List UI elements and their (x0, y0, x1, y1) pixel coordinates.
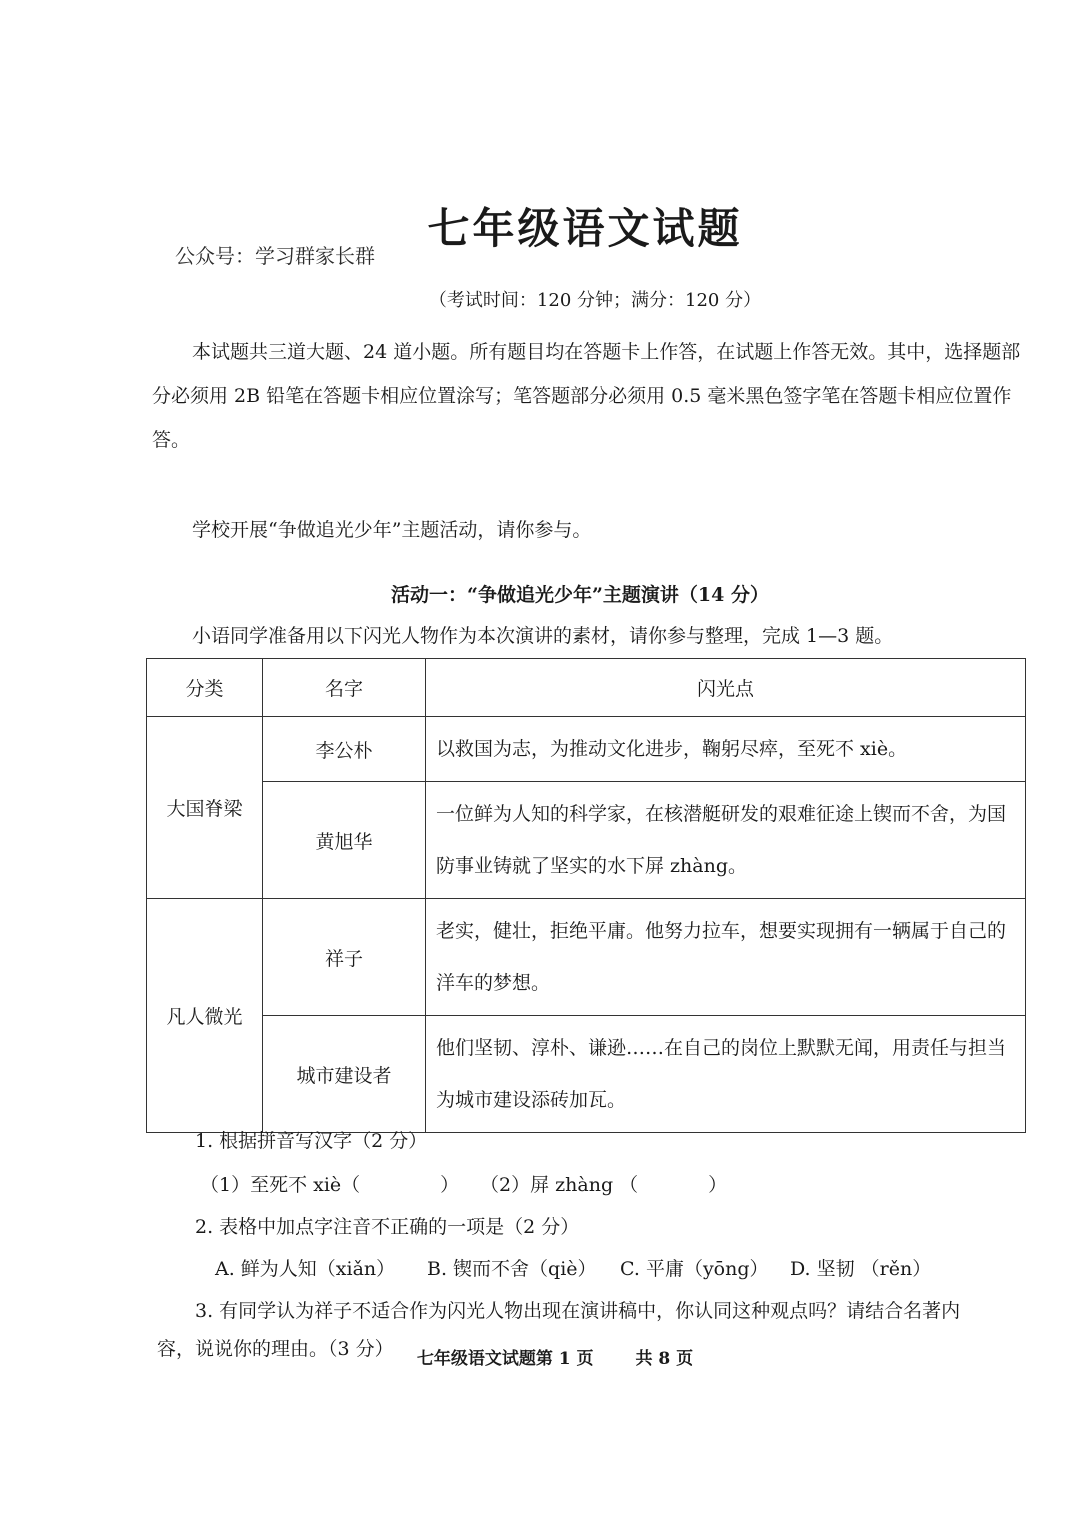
option-a: A. 鲜为人知（xiǎn） (215, 1258, 396, 1280)
name-cell: 祥子 (263, 899, 426, 1016)
table-header-row (147, 659, 1026, 717)
table-row (147, 782, 1026, 899)
q1-a-label: （1）至死不 xiè（ (200, 1174, 361, 1196)
desc-cell: 一位鲜为人知的科学家，在核潜艇研发的艰难征途上锲而不舍，为国防事业铸就了坚实的水下屏 zhàng。 (426, 782, 1026, 899)
table-row (147, 1016, 1026, 1133)
page-footer (0, 1344, 1080, 1369)
name-cell: 城市建设者 (263, 1016, 426, 1133)
question-1-stem: 1. 根据拼音写汉字（2 分） (195, 1130, 428, 1152)
header-name: 名字 (263, 659, 426, 717)
question-1-part-b (480, 1170, 727, 1197)
category-cell: 大国脊梁 (147, 717, 263, 899)
q1-a-close: ） (440, 1174, 460, 1196)
option-b: B. 锲而不舍（qiè） (427, 1258, 597, 1280)
header-category: 分类 (147, 659, 263, 717)
question-1-part-a (200, 1170, 459, 1197)
instructions: 本试题共三道大题、24 道小题。所有题目均在答题卡上作答，在试题上作答无效。其中，选择题部分必须用 2B 铅笔在答题卡相应位置涂写；笔答题部分必须用 0.5 毫米黑色签字笔在答题卡相应位置作答。 (152, 341, 1021, 451)
desc-cell: 他们坚韧、淳朴、谦逊……在自己的岗位上默默无闻，用责任与担当为城市建设添砖加瓦。 (426, 1016, 1026, 1133)
footer-page-number: 七年级语文试题第 1 页 (416, 1349, 594, 1369)
question-3-line-1: 3. 有同学认为祥子不适合作为闪光人物出现在演讲稿中，你认同这种观点吗？请结合名著内 (195, 1300, 961, 1322)
activity-title: 活动一：“争做追光少年”主题演讲（14 分） (391, 584, 769, 606)
table-row (147, 717, 1026, 782)
watermark-text: 公众号：学习群家长群 (175, 244, 375, 268)
name-cell: 黄旭华 (263, 782, 426, 899)
question-3-line-2: 容，说说你的理由。（3 分） (157, 1338, 394, 1360)
question-2-stem: 2. 表格中加点字注音不正确的一项是（2 分） (195, 1216, 580, 1238)
option-d: D. 坚韧 （rěn） (790, 1258, 932, 1280)
exam-info: （考试时间：120 分钟；满分：120 分） (428, 290, 762, 311)
q1-b-label: （2）屏 zhàng （ (480, 1174, 639, 1196)
activity-description: 小语同学准备用以下闪光人物作为本次演讲的素材，请你参与整理，完成 1—3 题。 (192, 625, 894, 647)
q1-b-close: ） (708, 1174, 728, 1196)
intro-text: 学校开展“争做追光少年”主题活动，请你参与。 (192, 519, 592, 541)
option-c: C. 平庸（yōng） (620, 1258, 769, 1280)
page-title: 七年级语文试题 (427, 204, 743, 253)
name-cell: 李公朴 (263, 717, 426, 782)
category-cell: 凡人微光 (147, 899, 263, 1133)
table-row (147, 899, 1026, 1016)
header-highlight: 闪光点 (426, 659, 1026, 717)
characters-table (146, 658, 1026, 1133)
desc-cell: 以救国为志，为推动文化进步，鞠躬尽瘁，至死不 xiè。 (426, 717, 1026, 782)
desc-cell: 老实，健壮，拒绝平庸。他努力拉车，想要实现拥有一辆属于自己的洋车的梦想。 (426, 899, 1026, 1016)
footer-total-pages: 共 8 页 (635, 1349, 694, 1369)
